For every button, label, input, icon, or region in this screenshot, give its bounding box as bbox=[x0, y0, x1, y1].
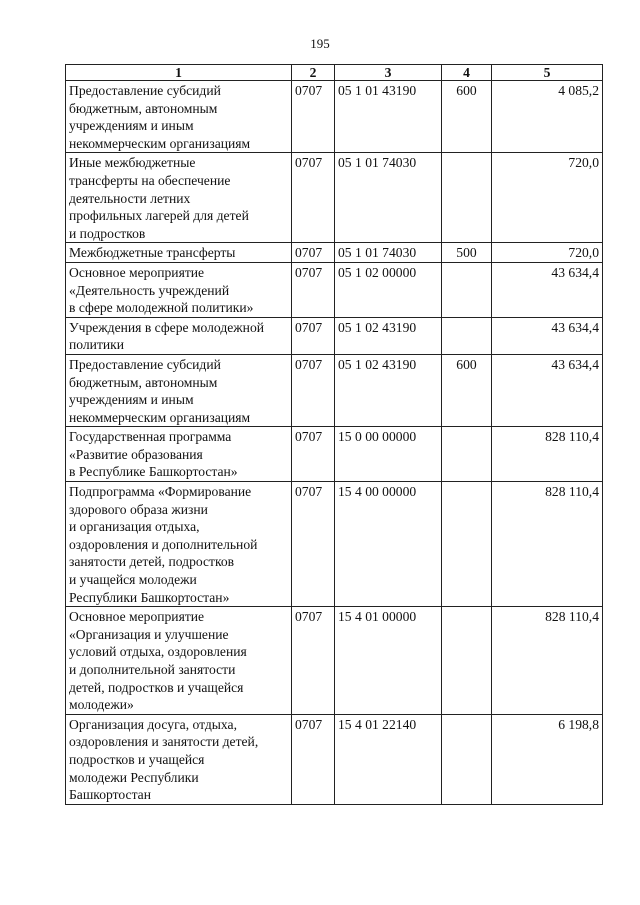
amount: 43 634,4 bbox=[492, 317, 603, 354]
section-code: 0707 bbox=[292, 153, 335, 243]
table-row bbox=[66, 354, 603, 426]
table-row bbox=[66, 607, 603, 715]
amount: 828 110,4 bbox=[492, 482, 603, 607]
table-row bbox=[66, 243, 603, 263]
column-header: 5 bbox=[492, 65, 603, 81]
expense-type-code bbox=[442, 482, 492, 607]
amount: 43 634,4 bbox=[492, 262, 603, 317]
item-name: Предоставление субсидий бюджетным, автономным учреждениям и иным некоммерческим организациям bbox=[66, 81, 292, 153]
target-article-code: 05 1 02 00000 bbox=[335, 262, 442, 317]
section-code: 0707 bbox=[292, 427, 335, 482]
amount: 4 085,2 bbox=[492, 81, 603, 153]
section-code: 0707 bbox=[292, 354, 335, 426]
table-row bbox=[66, 81, 603, 153]
amount: 828 110,4 bbox=[492, 607, 603, 715]
expense-type-code: 600 bbox=[442, 354, 492, 426]
target-article-code: 15 4 01 22140 bbox=[335, 714, 442, 804]
section-code: 0707 bbox=[292, 482, 335, 607]
target-article-code: 05 1 01 43190 bbox=[335, 81, 442, 153]
item-name: Основное мероприятие «Деятельность учреждений в сфере молодежной политики» bbox=[66, 262, 292, 317]
table-row bbox=[66, 427, 603, 482]
section-code: 0707 bbox=[292, 714, 335, 804]
table-row bbox=[66, 714, 603, 804]
page-number: 195 bbox=[310, 36, 330, 51]
item-name: Государственная программа «Развитие образования в Республике Башкортостан» bbox=[66, 427, 292, 482]
column-header: 3 bbox=[335, 65, 442, 81]
target-article-code: 05 1 02 43190 bbox=[335, 354, 442, 426]
item-name: Учреждения в сфере молодежной политики bbox=[66, 317, 292, 354]
section-code: 0707 bbox=[292, 317, 335, 354]
table-header-row bbox=[66, 65, 603, 81]
item-name: Межбюджетные трансферты bbox=[66, 243, 292, 263]
target-article-code: 15 0 00 00000 bbox=[335, 427, 442, 482]
expense-type-code: 600 bbox=[442, 81, 492, 153]
amount: 6 198,8 bbox=[492, 714, 603, 804]
table-row bbox=[66, 317, 603, 354]
item-name: Предоставление субсидий бюджетным, автономным учреждениям и иным некоммерческим организациям bbox=[66, 354, 292, 426]
expense-type-code bbox=[442, 262, 492, 317]
amount: 720,0 bbox=[492, 153, 603, 243]
target-article-code: 05 1 01 74030 bbox=[335, 243, 442, 263]
target-article-code: 15 4 01 00000 bbox=[335, 607, 442, 715]
column-header: 1 bbox=[66, 65, 292, 81]
column-header: 4 bbox=[442, 65, 492, 81]
target-article-code: 05 1 01 74030 bbox=[335, 153, 442, 243]
item-name: Организация досуга, отдыха, оздоровления и занятости детей, подростков и учащейся молодежи Республики Башкортостан bbox=[66, 714, 292, 804]
section-code: 0707 bbox=[292, 243, 335, 263]
section-code: 0707 bbox=[292, 262, 335, 317]
amount: 43 634,4 bbox=[492, 354, 603, 426]
expense-type-code bbox=[442, 714, 492, 804]
budget-table bbox=[65, 64, 603, 805]
expense-type-code bbox=[442, 427, 492, 482]
amount: 828 110,4 bbox=[492, 427, 603, 482]
item-name: Основное мероприятие «Организация и улучшение условий отдыха, оздоровления и дополнительной занятости детей, подростков и учащейся молодежи» bbox=[66, 607, 292, 715]
table-row bbox=[66, 262, 603, 317]
item-name: Подпрограмма «Формирование здорового образа жизни и организация отдыха, оздоровления и дополнительной занятости детей, подростков и учащейся молодежи Республики Башкортостан» bbox=[66, 482, 292, 607]
expense-type-code: 500 bbox=[442, 243, 492, 263]
amount: 720,0 bbox=[492, 243, 603, 263]
table-row bbox=[66, 482, 603, 607]
section-code: 0707 bbox=[292, 607, 335, 715]
item-name: Иные межбюджетные трансферты на обеспечение деятельности летних профильных лагерей для детей и подростков bbox=[66, 153, 292, 243]
target-article-code: 05 1 02 43190 bbox=[335, 317, 442, 354]
column-header: 2 bbox=[292, 65, 335, 81]
table-row bbox=[66, 153, 603, 243]
expense-type-code bbox=[442, 153, 492, 243]
section-code: 0707 bbox=[292, 81, 335, 153]
expense-type-code bbox=[442, 607, 492, 715]
target-article-code: 15 4 00 00000 bbox=[335, 482, 442, 607]
expense-type-code bbox=[442, 317, 492, 354]
